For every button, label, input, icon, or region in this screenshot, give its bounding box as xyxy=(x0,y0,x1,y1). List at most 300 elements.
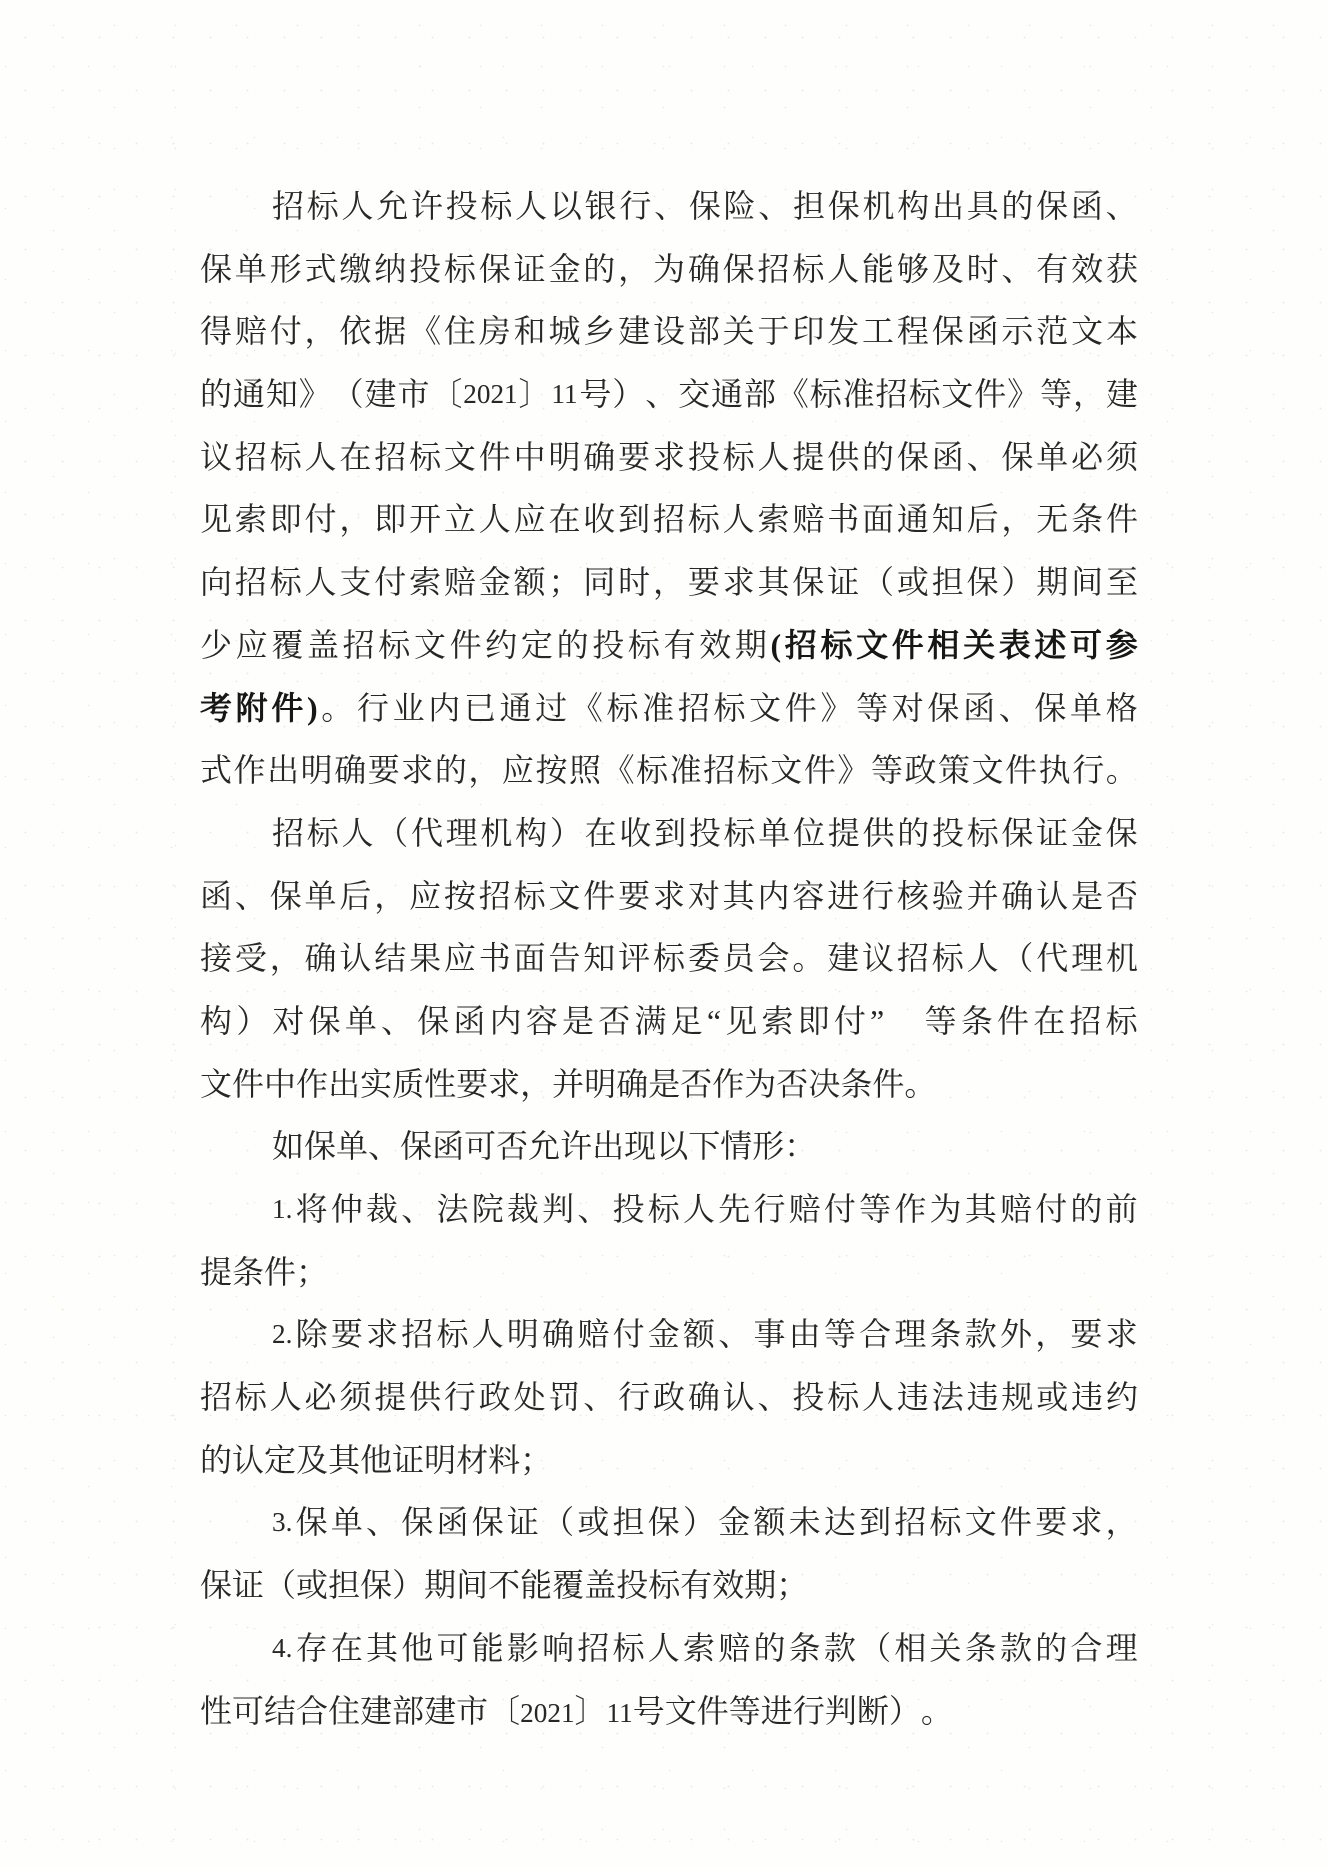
text-glyph: 在 xyxy=(548,501,581,538)
text-glyph: 到 xyxy=(654,814,687,851)
text-glyph: 为 xyxy=(652,250,685,287)
text-glyph: 内 xyxy=(757,877,790,914)
text-glyph: 件 xyxy=(271,689,304,726)
text-glyph: 人 xyxy=(722,501,755,538)
text-glyph: 标 xyxy=(820,626,853,663)
text-glyph: 材 xyxy=(456,1441,489,1478)
text-line xyxy=(200,677,1138,740)
text-glyph: 确 xyxy=(583,438,616,475)
text-glyph: 的 xyxy=(1001,188,1034,224)
text-glyph: 3. xyxy=(272,1507,293,1538)
text-glyph: 证 xyxy=(232,1567,265,1604)
text-glyph: 会 xyxy=(757,940,790,977)
text-glyph: 明 xyxy=(300,752,333,789)
text-glyph: 单 xyxy=(1036,438,1069,475)
text-glyph: 能 xyxy=(520,1567,553,1604)
text-glyph: 投 xyxy=(792,1379,825,1416)
text-glyph: 通 xyxy=(711,376,744,413)
text-glyph: 。 xyxy=(792,940,825,977)
text-glyph: 间 xyxy=(456,1567,489,1604)
text-glyph: 、 xyxy=(368,1128,401,1165)
text-glyph: 求 xyxy=(488,1065,521,1102)
text-line xyxy=(200,300,1138,363)
text-glyph: 11 xyxy=(606,1697,633,1728)
text-glyph: 付 xyxy=(374,564,407,601)
text-glyph: 文 xyxy=(856,626,889,663)
text-glyph: 。 xyxy=(920,1692,953,1729)
text-glyph: 认 xyxy=(339,940,372,977)
text-glyph: 标 xyxy=(443,250,476,287)
text-line xyxy=(200,488,1138,551)
text-glyph: 》 xyxy=(1007,376,1040,413)
text-glyph: 文 xyxy=(200,1065,233,1102)
text-glyph: 期 xyxy=(734,626,767,663)
text-glyph: 标 xyxy=(436,1316,469,1353)
text-glyph: 无 xyxy=(1036,501,1069,538)
text-glyph: 有 xyxy=(663,626,696,663)
text-glyph: 政 xyxy=(652,1379,685,1416)
text-glyph: 容 xyxy=(792,877,825,914)
text-glyph: 获 xyxy=(1105,250,1138,287)
text-glyph: 行 xyxy=(1072,752,1105,789)
text-glyph: 本 xyxy=(1105,313,1138,350)
text-glyph: 要 xyxy=(618,438,651,475)
text-glyph: ， xyxy=(269,940,302,977)
text-glyph: 建 xyxy=(618,313,651,350)
text-glyph: 供 xyxy=(862,814,895,851)
text-glyph: 即 xyxy=(269,501,302,538)
text-glyph: 相 xyxy=(927,626,960,663)
text-glyph: 足 xyxy=(670,1002,703,1039)
text-glyph: 要 xyxy=(1070,1316,1103,1353)
text-glyph: 并 xyxy=(552,1065,585,1102)
text-glyph: 处 xyxy=(513,1379,546,1416)
text-glyph: 容 xyxy=(525,1002,558,1039)
text-glyph: 市 xyxy=(397,376,430,413)
text-glyph: 效 xyxy=(1071,250,1104,287)
text-glyph: 〔 xyxy=(488,1692,521,1729)
text-glyph: 《 xyxy=(776,376,809,413)
text-glyph: 标 xyxy=(234,1379,267,1416)
text-glyph: 认 xyxy=(1036,877,1069,914)
text-glyph: 标 xyxy=(723,814,756,851)
text-glyph: 〔 xyxy=(430,376,463,413)
text-glyph: ， xyxy=(374,877,407,914)
text-glyph: 性 xyxy=(200,1692,233,1729)
text-glyph: 将 xyxy=(295,1191,328,1227)
text-glyph: 条 xyxy=(964,1629,997,1666)
text-glyph: 、 xyxy=(583,1379,616,1416)
text-glyph: 文 xyxy=(1071,313,1104,350)
text-glyph: 验 xyxy=(931,877,964,914)
text-glyph: 赔 xyxy=(792,501,825,538)
text-glyph: 标 xyxy=(827,1379,860,1416)
text-glyph: 索 xyxy=(409,564,442,601)
text-glyph: 出 xyxy=(267,752,300,789)
text-glyph: 招 xyxy=(652,501,685,538)
text-glyph: 果 xyxy=(409,940,442,977)
text-glyph: 件 xyxy=(1005,752,1038,789)
text-glyph: 期 xyxy=(744,1567,777,1604)
text-glyph: 标 xyxy=(652,940,685,977)
text-glyph: 范 xyxy=(1036,313,1069,350)
text-glyph: ） xyxy=(888,1692,921,1729)
text-glyph: 投 xyxy=(409,250,442,287)
text-glyph: 证 xyxy=(506,1504,539,1541)
text-glyph: 到 xyxy=(618,501,651,538)
text-glyph: 求 xyxy=(401,752,434,789)
text-glyph: 可 xyxy=(464,1128,497,1165)
text-glyph: 证 xyxy=(392,1441,425,1478)
text-glyph: 2021 xyxy=(463,379,518,410)
text-glyph: 仲 xyxy=(330,1191,363,1227)
text-glyph: 金 xyxy=(647,1316,680,1353)
text-glyph: （ xyxy=(264,1567,297,1604)
text-glyph: 并 xyxy=(966,877,999,914)
text-glyph: 认 xyxy=(232,1441,265,1478)
text-glyph: 裁 xyxy=(506,1191,539,1227)
text-glyph: 索 xyxy=(683,1629,716,1666)
text-glyph: （ xyxy=(376,814,409,851)
text-glyph: 证 xyxy=(1036,814,1069,851)
text-glyph: 赔 xyxy=(577,1316,610,1353)
text-glyph: 招 xyxy=(875,376,908,413)
text-glyph: 件 xyxy=(478,438,511,475)
text-glyph: 招 xyxy=(577,1629,610,1666)
text-glyph: 款 xyxy=(999,1629,1032,1666)
text-glyph: 标 xyxy=(269,438,302,475)
text-glyph: 赔 xyxy=(718,1629,751,1666)
text-glyph: 住 xyxy=(328,1692,361,1729)
text-glyph: （ xyxy=(331,376,364,413)
text-glyph: 保 xyxy=(722,250,755,287)
text-glyph: 保 xyxy=(400,1128,433,1165)
text-glyph: 单 xyxy=(330,1504,363,1541)
text-glyph: 是 xyxy=(1071,877,1104,914)
text-glyph: 市 xyxy=(456,1692,489,1729)
text-glyph: 外 xyxy=(999,1316,1032,1353)
text-glyph: 招 xyxy=(272,814,305,851)
text-glyph: ， xyxy=(468,752,501,789)
text-glyph: 2. xyxy=(272,1319,293,1350)
text-glyph: 人 xyxy=(827,250,860,287)
text-glyph: ） xyxy=(683,1504,716,1541)
text-glyph: 金 xyxy=(718,1504,751,1541)
text-glyph: 中 xyxy=(264,1065,297,1102)
text-glyph: 覆 xyxy=(271,626,304,663)
text-glyph: 否 xyxy=(680,1065,713,1102)
text-line xyxy=(200,175,1138,238)
text-glyph: 的 xyxy=(753,1629,786,1666)
text-glyph: 效 xyxy=(712,1567,745,1604)
text-glyph: 违 xyxy=(1071,1379,1104,1416)
text-glyph: 的 xyxy=(1070,1191,1103,1227)
text-glyph: 、 xyxy=(758,188,791,224)
text-glyph: 的 xyxy=(1035,1629,1068,1666)
text-glyph: 付 xyxy=(833,1002,866,1039)
text-line xyxy=(200,1554,1138,1617)
text-glyph: 述 xyxy=(1034,626,1067,663)
text-glyph: 建 xyxy=(827,940,860,977)
text-glyph: 件 xyxy=(872,1065,905,1102)
text-line xyxy=(200,927,1138,990)
text-glyph: 等 xyxy=(823,1316,856,1353)
text-glyph: 他 xyxy=(401,1629,434,1666)
text-line xyxy=(200,1680,1138,1743)
text-glyph: 人 xyxy=(304,564,337,601)
text-glyph: 〕 xyxy=(518,376,551,413)
text-glyph: 〕 xyxy=(574,1692,607,1729)
text-glyph: 确 xyxy=(542,1316,575,1353)
text-glyph: 收 xyxy=(583,501,616,538)
text-glyph: 《 xyxy=(409,313,442,350)
text-glyph: 保 xyxy=(471,1504,504,1541)
text-glyph: 可 xyxy=(436,1629,469,1666)
text-glyph: 额 xyxy=(513,564,546,601)
text-glyph: 明 xyxy=(506,1316,539,1353)
text-glyph: 件 xyxy=(891,626,924,663)
text-glyph: 金 xyxy=(478,564,511,601)
text-glyph: 、 xyxy=(234,877,267,914)
text-glyph: 件 xyxy=(449,626,482,663)
text-glyph: 为 xyxy=(744,1065,777,1102)
text-glyph: 实 xyxy=(360,1065,393,1102)
text-glyph: ， xyxy=(1001,501,1034,538)
text-glyph: 否 xyxy=(776,1065,809,1102)
text-glyph: 满 xyxy=(634,1002,667,1039)
text-glyph: 、 xyxy=(1001,250,1034,287)
text-glyph: 要 xyxy=(1035,1504,1068,1541)
text-glyph: 确 xyxy=(304,940,337,977)
text-glyph: 内 xyxy=(428,689,461,726)
text-glyph: 照 xyxy=(569,752,602,789)
text-glyph: 交 xyxy=(678,376,711,413)
text-glyph: 作 xyxy=(296,1065,329,1102)
text-glyph: 标 xyxy=(647,1191,680,1227)
text-glyph: 人 xyxy=(341,188,374,224)
text-glyph: 得 xyxy=(200,313,233,350)
text-glyph: 函 xyxy=(931,438,964,475)
text-line xyxy=(200,1115,1138,1178)
text-glyph: 理 xyxy=(1105,1629,1138,1666)
text-glyph: 明 xyxy=(584,1065,617,1102)
text-glyph: 人 xyxy=(862,1379,895,1416)
text-glyph: 保 xyxy=(304,1128,337,1165)
text-glyph: 保 xyxy=(295,1504,328,1541)
text-glyph: 应 xyxy=(443,940,476,977)
text-glyph: 保 xyxy=(308,1002,341,1039)
text-glyph: 核 xyxy=(896,877,929,914)
text-glyph: 保 xyxy=(360,1567,393,1604)
text-glyph: “ xyxy=(706,1002,722,1039)
text-glyph: 等 xyxy=(1040,376,1073,413)
text-glyph: 按 xyxy=(535,752,568,789)
text-glyph: 进 xyxy=(760,1692,793,1729)
text-glyph: 招 xyxy=(677,689,710,726)
text-glyph: 机 xyxy=(1105,940,1138,977)
text-glyph: 号 xyxy=(632,1692,665,1729)
text-glyph: 存 xyxy=(295,1629,328,1666)
text-glyph: 的 xyxy=(897,814,930,851)
text-glyph: 提 xyxy=(827,814,860,851)
text-glyph: 银 xyxy=(584,188,617,224)
text-glyph: 城 xyxy=(548,313,581,350)
text-glyph: 否 xyxy=(1105,877,1138,914)
text-glyph: 许 xyxy=(410,188,443,224)
text-glyph: 》 xyxy=(298,376,331,413)
text-glyph: 考 xyxy=(200,689,233,726)
text-glyph: 政 xyxy=(478,1379,511,1416)
text-glyph: 部 xyxy=(687,313,720,350)
text-glyph: 理 xyxy=(894,1316,927,1353)
text-glyph: 够 xyxy=(896,250,929,287)
text-glyph: 招 xyxy=(478,877,511,914)
text-glyph: 等 xyxy=(924,1002,957,1039)
text-glyph: 文 xyxy=(971,752,1004,789)
text-glyph: 等 xyxy=(728,1692,761,1729)
text-glyph: 标 xyxy=(269,564,302,601)
text-glyph: 明 xyxy=(424,1441,457,1478)
text-glyph: 应 xyxy=(409,877,442,914)
text-glyph: 合 xyxy=(859,1316,892,1353)
text-glyph: 罚 xyxy=(548,1379,581,1416)
text-glyph: 确 xyxy=(334,752,367,789)
text-glyph: 建 xyxy=(364,376,397,413)
text-glyph: ， xyxy=(1035,1316,1068,1353)
text-glyph: 在 xyxy=(1033,1002,1066,1039)
text-glyph: 即 xyxy=(374,501,407,538)
text-glyph: 违 xyxy=(966,1379,999,1416)
text-glyph: 行 xyxy=(619,188,652,224)
text-glyph: 金 xyxy=(548,250,581,287)
text-glyph: ， xyxy=(1105,1504,1138,1541)
text-glyph: 作 xyxy=(894,1191,927,1227)
text-glyph: 院 xyxy=(471,1191,504,1227)
text-glyph: 是 xyxy=(562,1002,595,1039)
text-glyph: 供 xyxy=(827,438,860,475)
text-glyph: 招 xyxy=(757,250,790,287)
text-line xyxy=(200,1617,1138,1680)
text-glyph: 须 xyxy=(1105,438,1138,475)
text-glyph: ） xyxy=(392,1567,425,1604)
text-glyph: 已 xyxy=(463,689,496,726)
text-glyph: 收 xyxy=(619,814,652,851)
text-glyph: 缴 xyxy=(339,250,372,287)
text-glyph: 赔 xyxy=(443,564,476,601)
text-glyph: 情 xyxy=(720,1128,753,1165)
text-glyph: 准 xyxy=(842,376,875,413)
text-glyph: 行 xyxy=(753,1191,786,1227)
text-glyph: 单 xyxy=(1070,689,1103,726)
text-glyph: 保 xyxy=(966,564,999,601)
text-glyph: 定 xyxy=(520,626,553,663)
text-glyph: 文 xyxy=(749,689,782,726)
text-glyph: 达 xyxy=(823,1504,856,1541)
text-glyph: 否 xyxy=(598,1002,631,1039)
text-glyph: 保 xyxy=(927,689,960,726)
text-glyph: 工 xyxy=(862,313,895,350)
text-glyph: 函 xyxy=(966,313,999,350)
text-glyph: ） xyxy=(1001,564,1034,601)
text-glyph: 质 xyxy=(392,1065,425,1102)
text-glyph: 的 xyxy=(583,250,616,287)
text-glyph: 11 xyxy=(551,379,578,410)
text-glyph: 构 xyxy=(200,1002,233,1039)
text-glyph: 发 xyxy=(827,313,860,350)
text-glyph: 料 xyxy=(488,1441,521,1478)
text-glyph: 通 xyxy=(499,689,532,726)
text-glyph: 作 xyxy=(233,752,266,789)
text-glyph: 保 xyxy=(417,1002,450,1039)
text-glyph: 时 xyxy=(966,250,999,287)
text-glyph: 《 xyxy=(602,752,635,789)
text-glyph: 其 xyxy=(757,564,790,601)
text-glyph: 提 xyxy=(200,1253,233,1290)
text-glyph: 《 xyxy=(570,689,603,726)
text-glyph: ， xyxy=(618,250,651,287)
text-glyph: 的 xyxy=(200,1441,233,1478)
text-glyph: 建 xyxy=(1105,376,1138,413)
text-glyph: 标 xyxy=(648,1567,681,1604)
text-line xyxy=(200,1366,1138,1429)
text-glyph: 构 xyxy=(897,188,930,224)
text-glyph: 标 xyxy=(306,188,339,224)
text-glyph: 附 xyxy=(235,689,268,726)
text-glyph: 须 xyxy=(339,1379,372,1416)
text-glyph: 证 xyxy=(513,250,546,287)
text-glyph: 招 xyxy=(401,1316,434,1353)
text-glyph: 保 xyxy=(200,250,233,287)
text-glyph: 内 xyxy=(489,1002,522,1039)
text-glyph: 保 xyxy=(688,188,721,224)
text-glyph: 额 xyxy=(683,1316,716,1353)
text-glyph: 单 xyxy=(344,1002,377,1039)
text-glyph: 先 xyxy=(718,1191,751,1227)
text-line xyxy=(200,739,1138,802)
text-glyph: 的 xyxy=(556,626,589,663)
text-glyph: 要 xyxy=(618,877,651,914)
text-glyph: 招 xyxy=(374,438,407,475)
text-glyph: 政 xyxy=(904,752,937,789)
text-glyph: 人 xyxy=(341,814,374,851)
text-glyph: 或 xyxy=(1036,1379,1069,1416)
text-glyph: 函 xyxy=(1070,188,1103,224)
text-glyph: 可 xyxy=(232,1692,265,1729)
text-glyph: 标 xyxy=(409,438,442,475)
text-glyph: 式 xyxy=(200,752,233,789)
text-glyph: 出 xyxy=(931,188,964,224)
text-glyph: 业 xyxy=(392,689,425,726)
text-glyph: 法 xyxy=(931,1379,964,1416)
text-glyph: 关 xyxy=(929,1629,962,1666)
text-line xyxy=(200,426,1138,489)
text-glyph: 裁 xyxy=(366,1191,399,1227)
text-glyph: ， xyxy=(652,564,685,601)
text-glyph: 和 xyxy=(513,313,546,350)
text-glyph: 合 xyxy=(1070,1629,1103,1666)
text-glyph: 确 xyxy=(616,1065,649,1102)
text-glyph: 覆 xyxy=(552,1567,585,1604)
text-glyph: 2021 xyxy=(520,1697,575,1728)
text-glyph: 其 xyxy=(964,1191,997,1227)
text-glyph: 约 xyxy=(1105,1379,1138,1416)
text-glyph: 投 xyxy=(688,814,721,851)
text-glyph: 构 xyxy=(515,814,548,851)
text-glyph: 招 xyxy=(272,188,305,224)
text-glyph: 人 xyxy=(471,1316,504,1353)
text-glyph: 、 xyxy=(966,438,999,475)
text-glyph: 件 xyxy=(784,689,817,726)
